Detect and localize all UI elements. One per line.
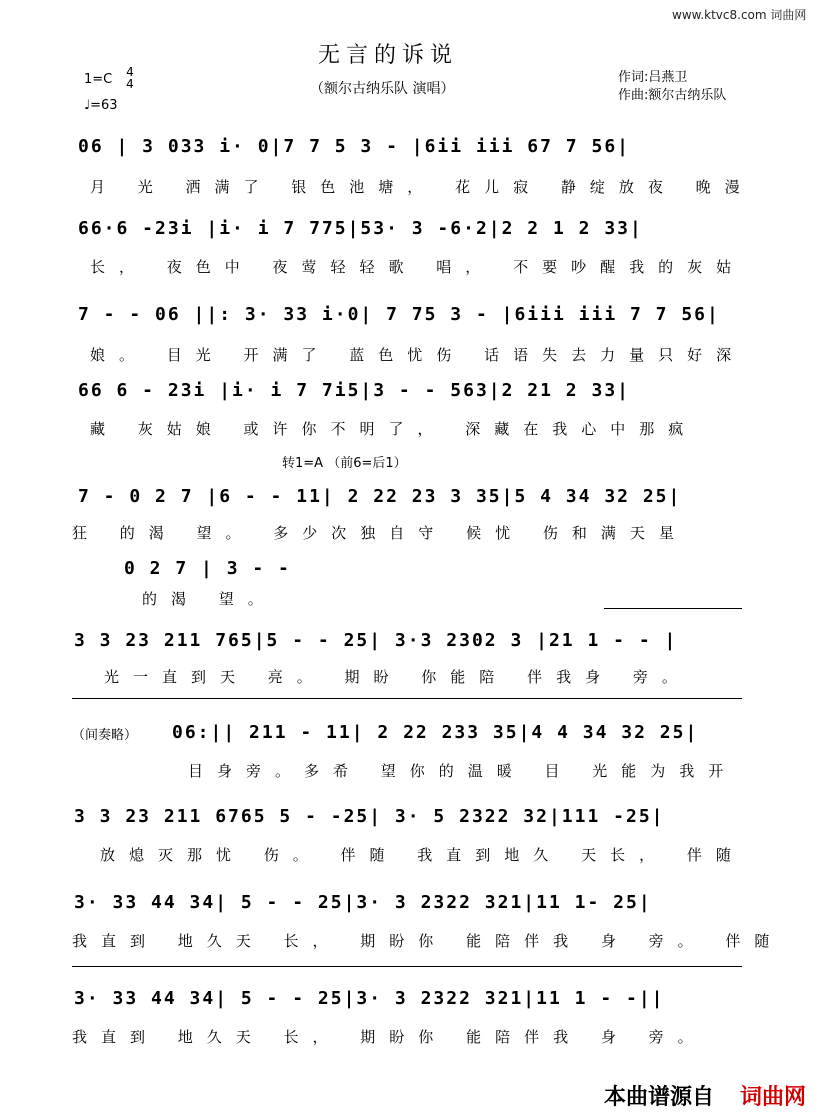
notation-line: 3 3 23 211 6765 5 - -25| 3· 5 2322 32|111 -25|	[74, 806, 665, 827]
lyrics-line: 光一直到天 亮。 期盼 你能陪 伴我身 旁。	[104, 668, 691, 686]
lyrics-line: 的渴 望。	[142, 590, 277, 608]
quarter-note-icon: ♩	[84, 98, 91, 113]
song-title: 无言的诉说	[318, 43, 459, 68]
footer-site-link[interactable]: 词曲网	[740, 1085, 807, 1110]
key-signature: 1=C	[84, 72, 113, 87]
lyrics-line: 放熄灭那忧 伤。 伴随 我直到地久 天长， 伴随	[100, 846, 745, 864]
lyrics-line: 藏 灰姑娘 或许你不明了， 深藏在我心中那疯	[90, 420, 698, 438]
volta-bracket	[604, 608, 742, 609]
watermark: www.ktvc8.com 词曲网	[672, 8, 807, 22]
section-divider	[72, 698, 742, 699]
modulation-mark: 转1=A （前6=后1）	[282, 456, 407, 471]
notation-line: 3 3 23 211 765|5 - - 25| 3·3 2302 3 |21 1 - - |	[74, 630, 678, 651]
notation-line: 66·6 -23i |i· i 7 775|53· 3 -6·2|2 2 1 2 33|	[78, 218, 643, 239]
performer-subtitle: （额尔古纳乐队 演唱）	[310, 81, 455, 97]
notation-line: 66 6 - 23i |i· i 7 7i5|3 - - 563|2 21 2 33|	[78, 380, 630, 401]
notation-line: 06 | 3 033 i· 0|7 7 5 3 - |6ii iii 67 7 56|	[78, 136, 630, 157]
notation-line: 7 - - 06 ||: 3· 33 i·0| 7 75 3 - |6iii iii 7 7 56|	[78, 304, 720, 325]
lyrics-line: 我直到 地久天 长， 期盼你 能陪伴我 身 旁。 伴随	[72, 932, 784, 950]
footer-source-text: 本曲谱源自	[604, 1085, 715, 1110]
notation-line: 0 2 7 | 3 - -	[124, 558, 291, 579]
lyricist-credit: 作词:吕燕卫	[618, 70, 688, 85]
tempo-value: =63	[90, 98, 118, 113]
tempo-mark	[84, 98, 118, 113]
notation-line: 06:|| 211 - 11| 2 22 233 35|4 4 34 32 25|	[172, 722, 699, 743]
section-divider	[72, 966, 742, 967]
time-sig-top: 4	[126, 65, 134, 79]
notation-line: 3· 33 44 34| 5 - - 25|3· 3 2322 321|11 1 - -||	[74, 988, 665, 1009]
time-sig-bottom: 4	[126, 77, 134, 91]
lyrics-line: 我直到 地久天 长， 期盼你 能陪伴我 身 旁。	[72, 1028, 707, 1046]
notation-line: 3· 33 44 34| 5 - - 25|3· 3 2322 321|11 1- 25|	[74, 892, 652, 913]
lyrics-line: 月 光 洒满了 银色池塘， 花儿寂 静绽放夜 晚漫	[90, 178, 754, 196]
lyrics-line: 狂 的渴 望。 多少次独自守 候忧 伤和满天星	[72, 524, 688, 542]
interlude-mark: （间奏略）	[72, 728, 138, 743]
lyrics-line: 目身旁。多希 望你的温暖 目 光能为我开	[188, 762, 738, 780]
composer-credit: 作曲:额尔古纳乐队	[618, 88, 727, 103]
notation-line: 7 - 0 2 7 |6 - - 11| 2 22 23 3 35|5 4 34 32 25|	[78, 486, 682, 507]
lyrics-line: 娘。 目光 开满了 蓝色忧伤 话语失去力量只好深	[90, 346, 746, 364]
lyrics-line: 长， 夜色中 夜莺轻轻歌 唱， 不要吵醒我的灰姑	[90, 258, 746, 276]
time-signature	[124, 66, 136, 90]
